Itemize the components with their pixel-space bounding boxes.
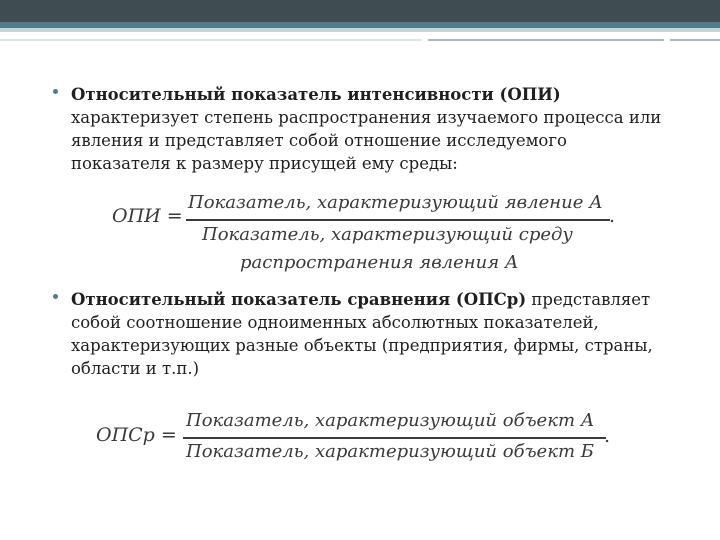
formula-opi-period: . — [609, 205, 616, 227]
formula-opsr-numerator: Показатель, характеризующий объект А — [186, 410, 595, 431]
formula-opi-denominator-line2: распространения явления А — [240, 252, 519, 273]
bullet-dot-icon — [53, 89, 58, 94]
header-rule-right — [670, 39, 720, 41]
bullet-item-opsr — [53, 288, 668, 380]
bullet-body: характеризует степень распространения изучаемого процесса или явления и представляет собой отношение исследуемого показателя к размеру присущей ему среды: — [71, 108, 662, 173]
formula-opsr-period: . — [604, 425, 611, 447]
header-bar-dark — [0, 0, 720, 22]
formula-opi-fraction-line — [186, 219, 610, 221]
header-bar-light — [0, 28, 720, 32]
formula-opsr-lhs: ОПСр = — [96, 424, 177, 446]
bullet-lead: Относительный показатель интенсивности (ОПИ) — [71, 85, 561, 104]
formula-opi-lhs: ОПИ = — [112, 205, 183, 227]
bullet-lead: Относительный показатель сравнения (ОПСр) — [71, 290, 527, 309]
bullet-dot-icon — [53, 294, 58, 299]
formula-opsr-denominator: Показатель, характеризующий объект Б — [186, 441, 594, 462]
bullet-body: представляет собой соотношение одноименных абсолютных показателей, характеризующих разные объекты (предприятия, фирмы, страны, области и т.п.) — [71, 290, 653, 378]
formula-opi-numerator: Показатель, характеризующий явление А — [188, 192, 603, 213]
formula-opi-denominator-line1: Показатель, характеризующий среду — [202, 224, 573, 245]
bullet-text — [71, 288, 668, 380]
formula-opsr-fraction-line — [183, 437, 606, 439]
header-rule-left — [0, 39, 422, 41]
bullet-text — [71, 83, 668, 175]
bullet-item-opi — [53, 83, 668, 175]
header-rule-middle — [428, 39, 664, 41]
